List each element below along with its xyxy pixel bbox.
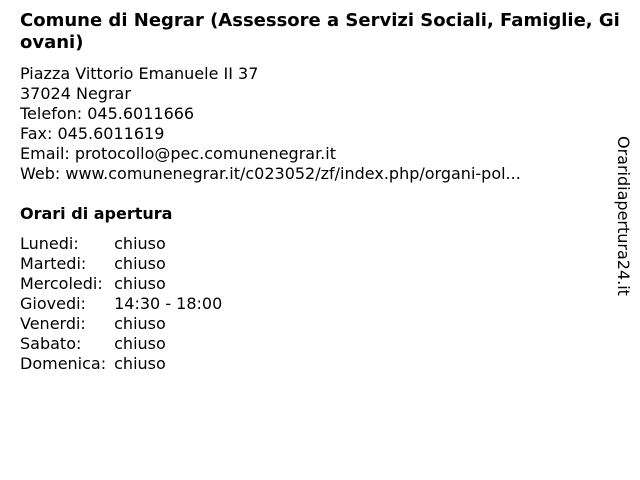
hours-row-monday bbox=[20, 234, 222, 254]
hours-row-sunday bbox=[20, 354, 222, 374]
opening-hours-heading: Orari di apertura bbox=[20, 204, 173, 223]
day-label: Venerdi: bbox=[20, 314, 86, 333]
site-watermark: Oraridiapertura24.it bbox=[614, 136, 633, 296]
day-label: Giovedi: bbox=[20, 294, 86, 313]
hours-value: chiuso bbox=[114, 234, 166, 253]
day-label: Lunedi: bbox=[20, 234, 79, 253]
hours-row-thursday bbox=[20, 294, 222, 314]
hours-row-friday bbox=[20, 314, 222, 334]
hours-value: chiuso bbox=[114, 254, 166, 273]
email-address: Email: protocollo@pec.comunenegrar.it bbox=[20, 144, 336, 163]
address-city: 37024 Negrar bbox=[20, 84, 131, 103]
hours-value: chiuso bbox=[114, 274, 166, 293]
hours-value: chiuso bbox=[114, 334, 166, 353]
opening-hours-table bbox=[20, 234, 222, 374]
phone-number: Telefon: 045.6011666 bbox=[20, 104, 195, 123]
hours-value: chiuso bbox=[114, 314, 166, 333]
hours-value: 14:30 - 18:00 bbox=[114, 294, 223, 313]
fax-number: Fax: 045.6011619 bbox=[20, 124, 165, 143]
address-street: Piazza Vittorio Emanuele II 37 bbox=[20, 64, 259, 83]
day-label: Martedi: bbox=[20, 254, 87, 273]
hours-value: chiuso bbox=[114, 354, 166, 373]
hours-row-wednesday bbox=[20, 274, 222, 294]
website-url: Web: www.comunenegrar.it/c023052/zf/index.php/organi-pol... bbox=[20, 164, 521, 183]
hours-row-saturday bbox=[20, 334, 222, 354]
hours-row-tuesday bbox=[20, 254, 222, 274]
day-label: Sabato: bbox=[20, 334, 82, 353]
page-title: Comune di Negrar (Assessore a Servizi Sociali, Famiglie, Giovani) bbox=[20, 10, 620, 53]
day-label: Domenica: bbox=[20, 354, 107, 373]
day-label: Mercoledi: bbox=[20, 274, 103, 293]
contact-block bbox=[20, 64, 521, 184]
